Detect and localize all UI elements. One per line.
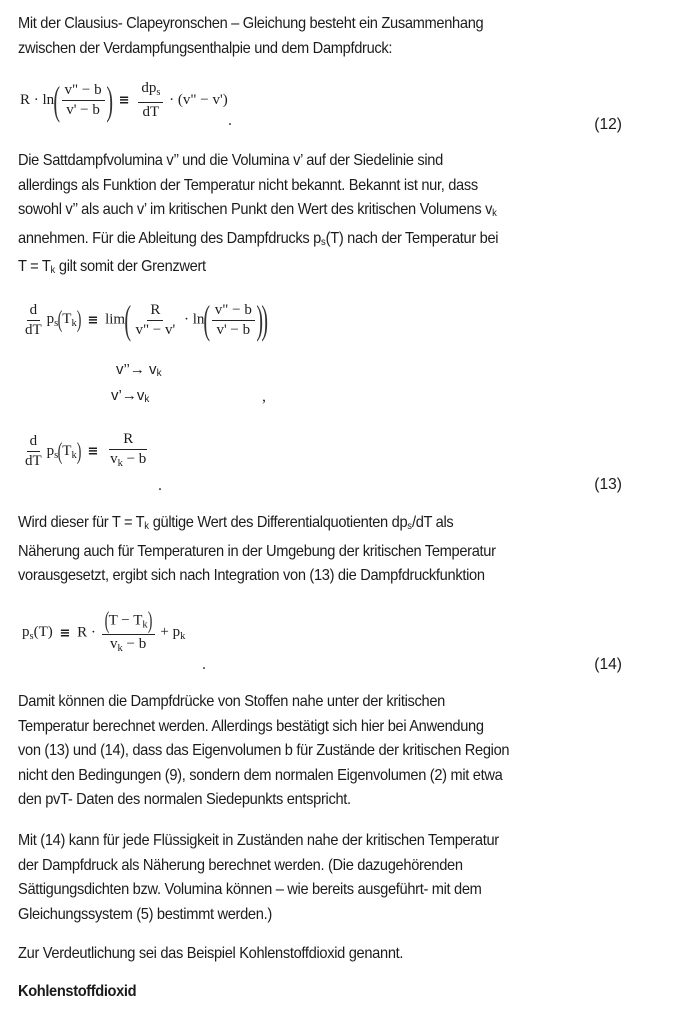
equation-13 [20,431,151,472]
subscript: k [144,394,150,405]
numerator: R [147,302,163,321]
lhs [22,624,53,643]
dp: dp [141,80,157,96]
denominator: v' − b [66,102,100,118]
subscript: k [71,449,77,461]
eq13-comma: , [262,388,266,405]
eq14-fraction [102,609,155,657]
denominator [107,635,149,657]
eq12-end-dot: . [228,112,232,129]
numerator: d [27,433,41,452]
paragraph-application [18,690,667,813]
text: sowohl v’’ als auch v’ im kritischen Punkt den Wert des kritischen Volumens v [18,201,493,218]
left-paren: ( [124,297,132,342]
eq13-end-dot: . [158,477,162,494]
text-line: Die Sattdampfvolumina v’’ und die Volumina v’ auf der Siedelinie sind [18,152,443,169]
text-line: Zur Verdeutlichung sei das Beispiel Kohlenstoffdioxid genannt. [18,945,404,962]
subscript: s [54,449,59,461]
text: v’’→ v [116,361,157,378]
right-paren: ) [261,297,269,342]
text-line: Temperatur berechnet werden. Allerdings bestätigt sich hier bei Anwendung [18,717,484,735]
text: gültige Wert des Differentialquotienten dp [148,514,408,531]
arg [62,311,76,327]
text-line: zwischen der Verdampfungsenthalpie und dem Dampfdruck: [18,39,393,57]
subscript: k [156,368,162,379]
minus-b: − b [122,451,147,467]
ps [47,311,59,327]
denominator: dT [25,321,42,338]
text-line: den pvT- Daten des normalen Siedepunkts entspricht. [18,791,351,808]
eq12-lhs-fraction [62,82,105,119]
arg [62,443,76,459]
section-heading: Kohlenstoffdioxid [18,983,137,1000]
numerator: v" − b [212,302,255,321]
left-paren: ( [57,307,63,333]
subscript: s [156,87,161,98]
equation-number-12: (12) [594,116,622,133]
right-paren: ) [76,438,82,465]
right-paren: ) [256,297,263,342]
text-line [18,511,667,540]
text-line: allerdings als Funktion der Temperatur nicht bekannt. Bekannt ist nur, dass [18,176,478,194]
equation-12 [20,77,228,123]
paragraph-intro [18,12,667,61]
subscript: k [117,643,123,655]
p: p [46,442,55,459]
subscript: s [320,236,326,248]
equation-13-limit [20,297,269,342]
subscript: k [142,619,148,631]
text-line: vorausgesetzt, ergibt sich nach Integration von (13) die Dampfdruckfunktion [18,567,485,584]
subscript: k [144,521,149,532]
paragraph-volumes [18,149,667,284]
text: annehmen. Für die Ableitung des Dampfdrucks p [18,229,321,247]
text: Wird dieser für T = T [18,514,145,531]
right-paren: ) [105,77,113,123]
ln: · ln [183,311,205,328]
derivative-operator [22,433,45,470]
r-fraction [132,302,178,339]
subscript: s [407,521,412,532]
numerator: R [109,431,147,450]
paragraph-liquids [18,829,667,927]
eq12-rhs-suffix: · (v" − v') [169,92,228,108]
equiv-sign: ≡ [59,625,71,641]
v: v [110,636,118,653]
subscript: s [54,318,59,329]
denominator [107,450,149,472]
right-paren: ) [147,608,153,634]
numerator: v" − b [62,82,105,101]
plus-pk [160,624,186,643]
derivative-operator [22,302,45,339]
text-line: Gleichungssystem (5) bestimmt werden.) [18,905,272,923]
p: p [22,624,30,641]
equation-number-13: (13) [594,476,622,493]
text: + p [160,624,181,641]
text-line [18,227,667,256]
equation-14 [22,609,185,657]
left-paren: ( [203,297,211,342]
text-line: Näherung auch für Temperaturen in der Umgebung der kritischen Temperatur [18,542,496,560]
equiv-sign: ≡ [118,93,130,108]
numerator [138,80,163,103]
text-line: Mit der Clausius- Clapeyronschen – Gleichung besteht ein Zusammenhang [18,15,484,32]
T: T [62,442,72,459]
denominator: v" − v' [135,321,176,338]
text: (T) nach der Temperatur bei [325,229,499,247]
lim: lim [105,311,126,328]
limit-condition-2 [111,387,149,405]
paragraph-integration [18,511,667,589]
subscript: k [492,208,497,219]
subscript: k [180,631,186,643]
limit-condition-1 [116,361,162,379]
eq14-end-dot: . [202,656,206,673]
subscript: k [117,458,123,469]
text-line: der Dampfdruck als Näherung berechnet werden. (Die dazugehörenden [18,856,463,874]
text-line: Damit können die Dampfdrücke von Stoffen nahe unter der kritischen [18,693,445,710]
ln-fraction [212,302,255,339]
eq12-lhs-prefix: R · ln [20,92,55,108]
text: v’→v [111,387,145,404]
arg: (T) [33,624,53,641]
denominator: dT [25,453,42,469]
equiv-sign: ≡ [87,312,99,328]
text: T − T [108,612,143,629]
right-paren: ) [76,307,82,333]
left-paren: ( [53,77,61,123]
text-line [18,255,667,284]
paragraph-example [18,942,667,967]
denominator: dT [142,104,160,120]
r-fraction [107,431,149,472]
ps [47,443,59,459]
text-line: Sättigungsdichten bzw. Volumina können – wie bereits ausgeführt- mit dem [18,881,482,898]
text-line [18,198,667,227]
T: T [62,311,72,327]
subscript: k [50,265,56,276]
v: v [110,451,118,467]
equiv-sign: ≡ [87,444,99,459]
r: R · [77,624,96,641]
text-line: von (13) und (14), dass das Eigenvolumen b für Zustände der kritischen Region [18,742,510,759]
equation-number-14: (14) [594,656,622,673]
text: T = T [18,258,51,275]
minus-b: − b [122,636,147,653]
left-paren: ( [104,608,110,634]
denominator: v' − b [216,321,251,338]
text-line: Mit (14) kann für jede Flüssigkeit in Zuständen nahe der kritischen Temperatur [18,832,499,849]
numerator: d [27,302,41,321]
left-paren: ( [57,438,63,465]
subscript: s [29,631,34,643]
p: p [46,311,55,327]
text-line: nicht den Bedingungen (9), sondern dem normalen Eigenvolumen (2) mit etwa [18,766,503,784]
numerator [102,609,155,635]
text: gilt somit der Grenzwert [55,258,206,275]
eq12-rhs-fraction [138,80,163,121]
subscript: k [71,318,77,329]
text: /dT als [411,514,454,531]
